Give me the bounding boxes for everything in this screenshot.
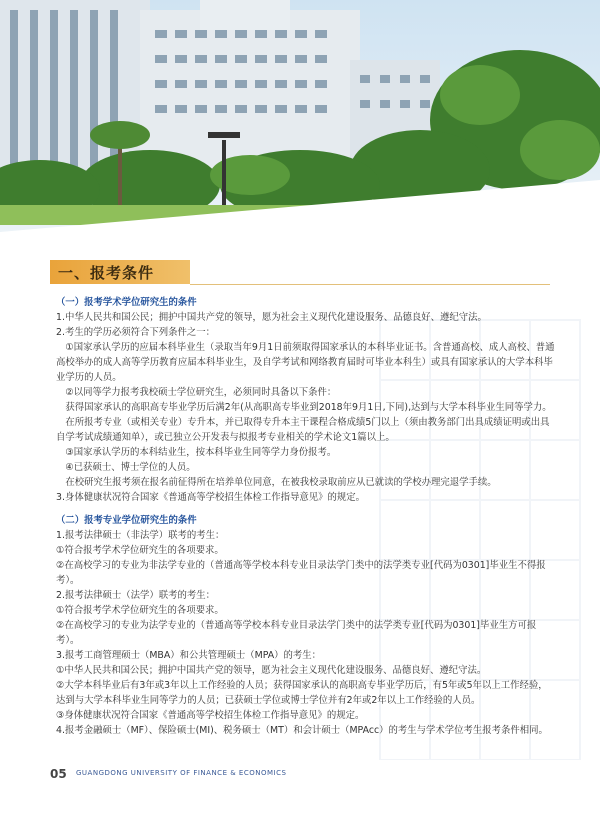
section-1-line: ③国家承认学历的本科结业生，按本科毕业生同等学力身份报考。 xyxy=(65,447,337,458)
section-2-line: ②在高校学习的专业为非法学专业的（普通高等学校本科专业目录法学门类中的法学类专业[代码为0301]毕业生不得报考）。 xyxy=(56,560,546,586)
section-2-line: ②大学本科毕业后有3年或3年以上工作经验的人员；获得国家承认的高职高专毕业学历后，有5年或5年以上工作经验，达到与大学本科毕业生同等学力的人员；已获硕士学位或博士学位并有2年或2年以上工作经验的人员。 xyxy=(56,680,548,706)
heading-divider xyxy=(190,284,550,285)
section-1-line: 在校研究生报考须在报名前征得所在培养单位同意，在被我校录取前应从已就读的学校办理完退学手续。 xyxy=(65,477,497,488)
section-1-line: ④已获硕士、博士学位的人员。 xyxy=(65,462,196,473)
section-2-title: （二）报考专业学位研究生的条件 xyxy=(56,515,197,526)
section-1-line: 3.身体健康状况符合国家《普通高等学校招生体检工作指导意见》的规定。 xyxy=(56,492,365,503)
section-1-title: （一）报考学术学位研究生的条件 xyxy=(56,297,197,308)
section-2-line: 2.报考法律硕士（法学）联考的考生： xyxy=(56,590,215,601)
campus-photo xyxy=(0,0,600,250)
section-1-line: ②以同等学力报考我校硕士学位研究生，必须同时具备以下条件： xyxy=(65,387,337,398)
section-2-line: ①中华人民共和国公民；拥护中国共产党的领导，愿为社会主义现代化建设服务、品德良好、遵纪守法。 xyxy=(56,665,487,676)
page-footer xyxy=(50,767,550,787)
section-2-line: 4.报考金融硕士（MF）、保险硕士(MI)、税务硕士（MT）和会计硕士（MPAcc）的考生与学术学位考生报考条件相同。 xyxy=(56,725,548,736)
section-2-line: ②在高校学习的专业为法学专业的（普通高等学校本科专业目录法学门类中的法学类专业[代码为0301]毕业生方可报考）。 xyxy=(56,620,537,646)
section-2-line: ①符合报考学术学位研究生的各项要求。 xyxy=(56,605,224,616)
section-1-line: 1.中华人民共和国公民；拥护中国共产党的领导，愿为社会主义现代化建设服务、品德良好、遵纪守法。 xyxy=(56,312,487,323)
section-1-line: 获得国家承认的高职高专毕业学历后满2年(从高职高专毕业到2018年9月1日,下同),达到与大学本科毕业生同等学力。 xyxy=(65,402,552,413)
section-2-line: ③身体健康状况符合国家《普通高等学校招生体检工作指导意见》的规定。 xyxy=(56,710,365,721)
section-2-line: ①符合报考学术学位研究生的各项要求。 xyxy=(56,545,224,556)
document-body xyxy=(56,295,556,738)
page-title: 一、报考条件 xyxy=(58,264,155,282)
section-heading-bar xyxy=(50,260,190,284)
section-1-line: ①国家承认学历的应届本科毕业生（录取当年9月1日前须取得国家承认的本科毕业证书。含普通高校、成人高校、普通高校举办的成人高等学历教育应届本科毕业生，及自学考试和网络教育届时可毕业本科生）或具有国家承认的大学本科毕业学历的人员。 xyxy=(56,342,555,383)
content-area xyxy=(0,250,600,817)
university-name: GUANGDONG UNIVERSITY OF FINANCE & ECONOMICS xyxy=(76,769,287,777)
section-1-line: 在所报考专业（或相关专业）专升本，并已取得专升本主干课程合格成绩5门以上（须由教务部门出具成绩证明或出具自学考试成绩通知单），或已独立公开发表与拟报考专业相关的学术论文1篇以上。 xyxy=(56,417,550,443)
page-number: 05 xyxy=(50,767,67,781)
section-1-line: 2.考生的学历必须符合下列条件之一： xyxy=(56,327,215,338)
section-2-line: 3.报考工商管理硕士（MBA）和公共管理硕士（MPA）的考生： xyxy=(56,650,322,661)
section-2-line: 1.报考法律硕士（非法学）联考的考生： xyxy=(56,530,225,541)
